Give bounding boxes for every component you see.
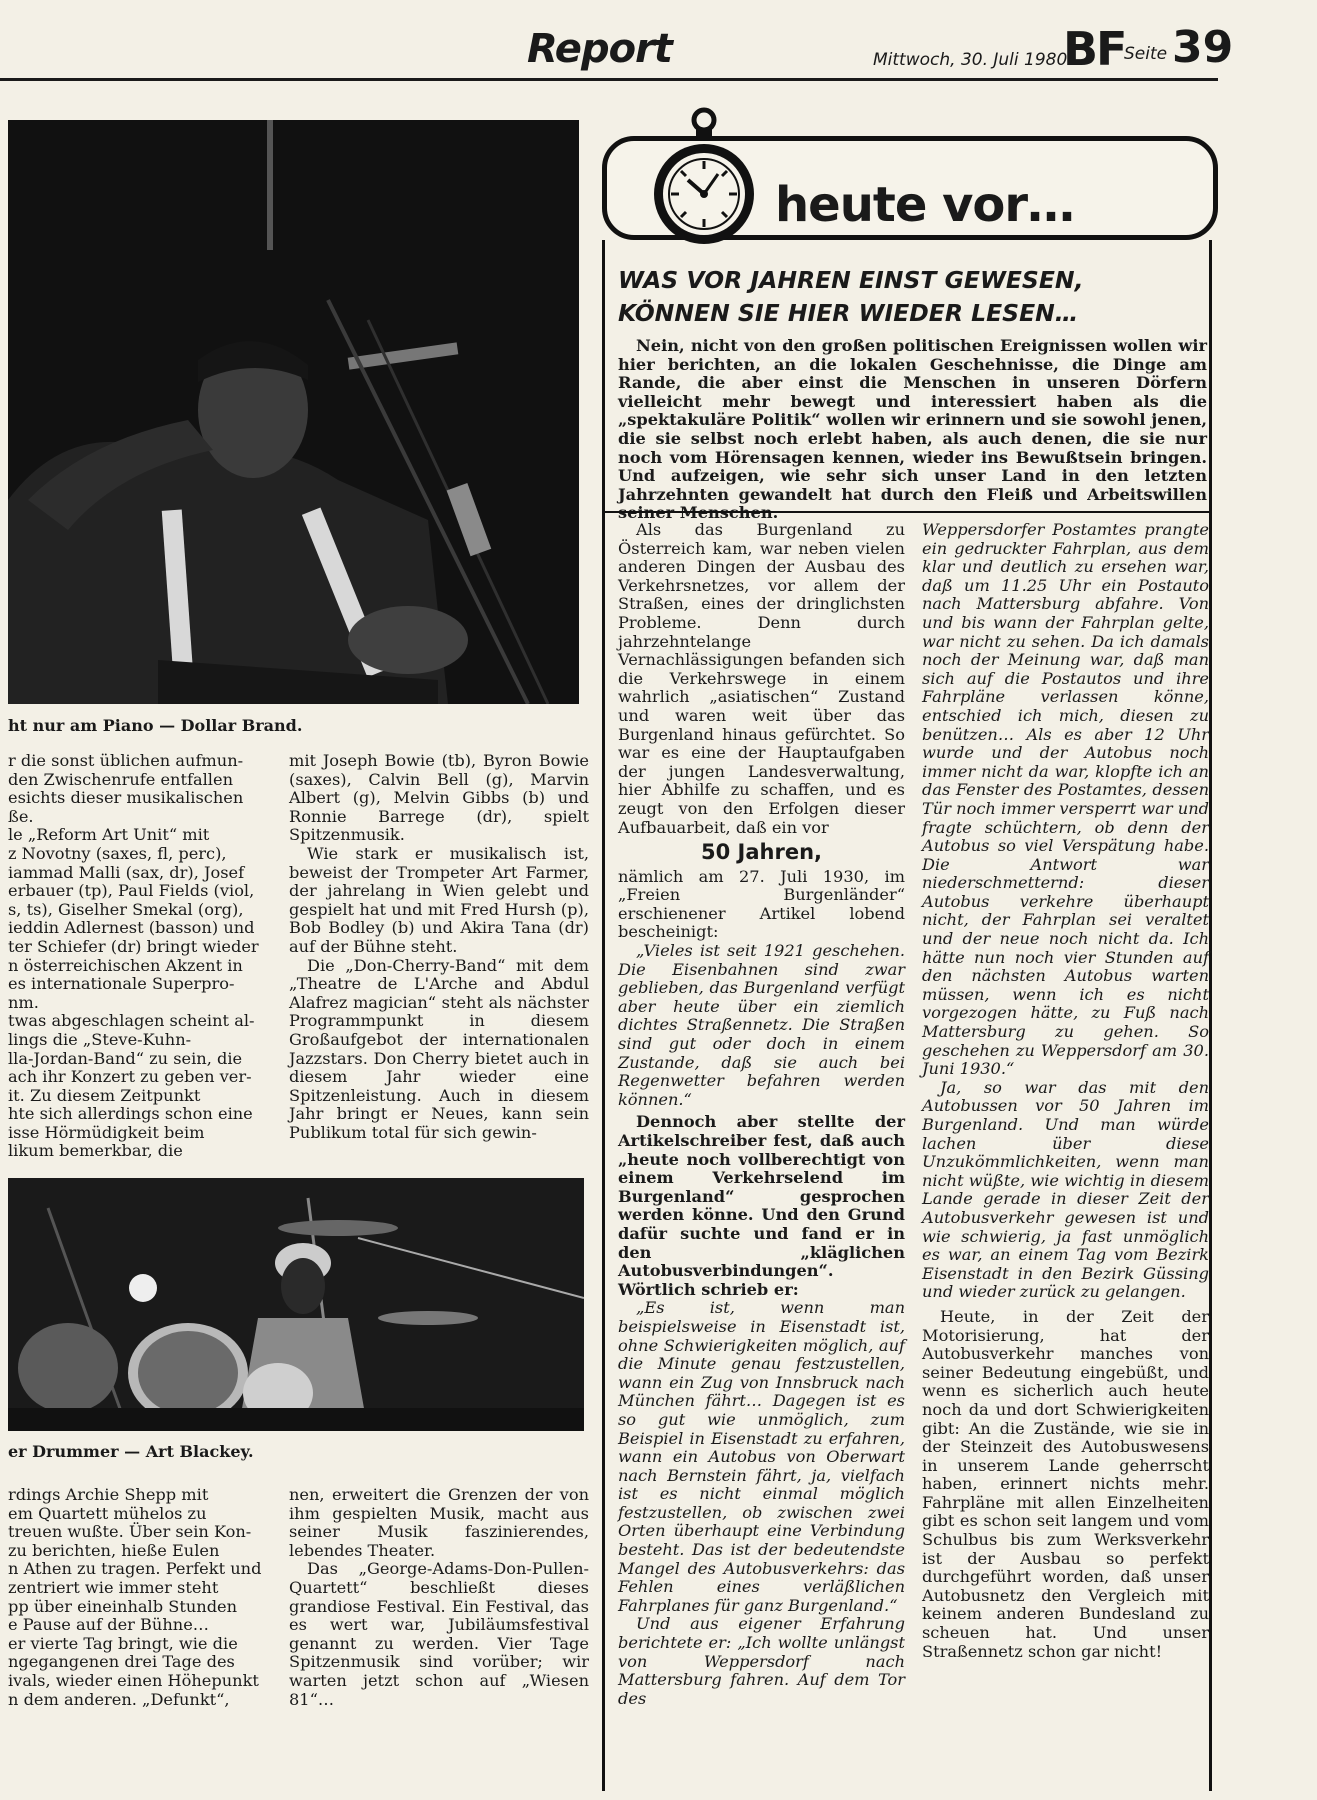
heute-vor-title: heute vor…: [775, 177, 1075, 233]
text-line: s, ts), Giselher Smekal (org),: [8, 899, 244, 919]
jazz-article-col1-bottom: [8, 1486, 273, 1709]
text-line: ach ihr Konzert zu geben ver-: [8, 1067, 252, 1087]
paragraph: Wie stark er musikalisch ist, beweist der Trompeter Art Farmer, der jahrelang in Wien gelebt und gespielt hat und mit Fred Hursh (p), Bob Bodley (b) und Akira Tana (dr) auf der Bühne steht.: [289, 843, 589, 956]
intro-paragraph: Nein, nicht von den großen politischen Ereignissen wollen wir hier berichten, an die lokalen Geschehnisse, die Dinge am Rande, die aber einst die Menschen in unseren Dörfern vielleicht mehr bewegt und interessiert haben als die „spektakuläre Politik“ wollen wir erinnern und sie sowohl jenen, die sie selbst noch erlebt haben, als auch denen, die sie nur noch vom Hörensagen kennen, wieder ins Bewußtsein bringen. Und aufzeigen, wie sehr sich unser Land in den letzten Jahrzehnten gewandelt hat durch den Fleiß und Arbeitswillen: [618, 336, 1207, 504]
heute-vor-col-a: [618, 521, 905, 1708]
text-line: ivals, wieder einen Höhepunkt: [8, 1670, 259, 1690]
photo-art-blackey: [8, 1178, 584, 1431]
intro-divider: [602, 511, 1212, 513]
text-line: it. Zu diesem Zeitpunkt: [8, 1085, 201, 1105]
page-number: 39: [1172, 22, 1234, 73]
paragraph: Die „Don-Cherry-Band“ mit dem „Theatre de L'Arche and Abdul Alafrez magician“ steht als nächster Programmpunkt in diesem Großaufgebot der internationalen Jazzstars. Don Cherry bietet auch in diesem Jahr wieder eine Spitzenleistung. Auch in diesem Jahr bringt er Neues, kann sein Publikum total für sich gewin-: [289, 955, 589, 1142]
text-line: z Novotny (saxes, fl, perc),: [8, 843, 227, 863]
paragraph: mit Joseph Bowie (tb), Byron Bowie (saxes), Calvin Bell (g), Marvin Albert (g), Melvin Gibbs (b) und Ronnie Barrege (dr), spielt Spitzenmusik.: [289, 751, 589, 845]
issue-date: Mittwoch, 30. Juli 1980: [873, 50, 1068, 70]
paragraph: Ja, so war das mit den Autobussen vor 50 Jahren im Burgenland. Und man würde lachen über diese Unzukömmlichkeiten, wenn man nicht wüßte, wie wichtig in diesem Lande gerade in dieser Zeit der Autobusverkehr gewesen ist und wie schwierig, ja fast unmöglich es war, an einem Tag vom Bezirk Eisenstadt in den Bezirk Güssing und wieder zurück zu gelangen.: [922, 1077, 1209, 1302]
text-line: treuen wußte. Über sein Kon-: [8, 1522, 252, 1542]
newspaper-logo: BF: [1063, 22, 1126, 76]
quote-paragraph: Weppersdorfer Postamtes prangte ein gedruckter Fahrplan, aus dem klar und deutlich zu ersehen war, daß um 11.25 Uhr ein Postauto nach Mattersburg abfahre. Von und bis wann der Fahrplan gelte, war nicht zu sehen. Da ich damals noch der Meinung war, daß man sich auf die Postautos und ihre Fahrpläne verlassen könne, entschied ich mich, diesen zu benützen… Als es aber 12 Uhr wurde und der Autobus noch immer nicht da war, klopfte ich an das Fenster des Postamtes, dessen Tür noch immer versperrt war und fragte schüchtern, ob denn der Autobus so viel Verspätung habe. Die Antwort war niederschmetternd: dieser Autobus verkehre überhaupt nicht, der Fahrplan sei veraltet und der neue noch nicht da. Ich hätte nun noch vier Stunden auf den nächsten Autobus warten müssen, wenn ich es nicht vorgezogen hätte, zu Fuß nach Mattersburg zu gehen. So geschehen zu Weppersdorf am 30. Juni 1930.“: [922, 520, 1209, 1079]
text-line: esichts dieser musikalischen: [8, 788, 244, 808]
page-label: Seite: [1124, 44, 1168, 64]
text-line: e Pause auf der Bühne…: [8, 1615, 209, 1635]
paragraph: Das „George-Adams-Don-Pullen-Quartett“ beschließt dieses grandiose Festival. Ein Festival, das es wert war, Jubiläumsfestival genannt zu werden. Vier Tage Spitzenmusik sind vorüber; wir warten jetzt schon auf „Wiesen 81“…: [289, 1559, 589, 1709]
text-line: zentriert wie immer steht: [8, 1577, 219, 1597]
text-line: le „Reform Art Unit“ mit: [8, 825, 210, 845]
text-line: es internationale Superpro-: [8, 974, 235, 994]
quote-paragraph: „Es ist, wenn man beispielsweise in Eisenstadt ist, ohne Schwierigkeiten möglich, auf die Minute genau festzustellen, wann ein Zug von Innsbruck nach München fährt… Dagegen ist es so gut wie unmöglich, zum Beispiel in Eisenstadt zu erfahren, wann ein Autobus von Oberwart nach Bernstein fährt, ja, vielfach ist es nicht einmal möglich festzustellen, ob zwischen zwei Orten überhaupt eine Verbindung besteht. Das ist der bedeutendste Mangel des Autobusverkehrs: das Fehlen eines verläßlichen Fahrplanes für ganz Burgenland.“: [618, 1298, 905, 1615]
quote-paragraph: „Vieles ist seit 1921 geschehen. Die Eisenbahnen sind zwar geblieben, das Burgenland verfügt aber heute über ein ziemlich dichtes Straßennetz. Die Straßen sind gut oder doch in einem Zustande, daß sie auch bei Regenwetter befahren werden können.“: [618, 941, 905, 1109]
photo-dollar-brand-image: [8, 120, 579, 704]
text-line: iammad Malli (sax, dr), Josef: [8, 862, 245, 882]
pocket-watch-icon: [648, 106, 760, 250]
text-line: ße.: [8, 806, 34, 826]
headline-line: KÖNNEN SIE HIER WIEDER LESEN…: [618, 299, 1079, 327]
text-line: zu berichten, hieße Eulen: [8, 1540, 220, 1560]
text-line: rdings Archie Shepp mit: [8, 1485, 209, 1504]
jazz-article-col2-top: [289, 752, 589, 1142]
photo-caption-art-blackey: er Drummer — Art Blackey.: [8, 1442, 254, 1461]
bold-paragraph: Dennoch aber stellte der Artikelschreiber fest, daß auch „heute noch vollberechtigt von einem Verkehrselend im Burgenland“ gesprochen werden könne. Und den Grund dafür suchte und fand er in den „kläglichen Autobusverbindungen“. Wörtlich schrieb er:: [618, 1112, 905, 1299]
text-line: erbauer (tp), Paul Fields (viol,: [8, 881, 255, 901]
text-line: twas abgeschlagen scheint al-: [8, 1011, 255, 1031]
text-line: lings die „Steve-Kuhn-: [8, 1029, 192, 1049]
text-line: ngegangenen drei Tage des: [8, 1652, 235, 1672]
headline-line: WAS VOR JAHREN EINST GEWESEN,: [618, 266, 1084, 294]
text-line: em Quartett mühelos zu: [8, 1503, 207, 1523]
paragraph: Als das Burgenland zu Österreich kam, war neben vielen anderen Dingen der Ausbau des Verkehrsnetzes, vor allem der Straßen, eines der dringlichsten Probleme. Denn durch jahrzehntelange Vernachlässigungen befanden sich die Verkehrswege in einem wahrlich „asiatischen“ Zustand und waren weit über das Burgenland hinaus gefürchtet. So war es eine der Hauptaufgaben der jungen Landesverwaltung, hier Abhilfe zu schaffen, und es zeugt von den Erfolgen dieser Aufbauarbeit, daß ein vor: [618, 520, 905, 837]
paragraph: Heute, in der Zeit der Motorisierung, hat der Autobusverkehr manches von seiner Bedeutung eingebüßt, und wenn es sicherlich auch heute noch da und dort Schwierigkeiten gibt: An die Zustände, wie sie in der Steinzeit des Autobuswesens in unserem Lande geherrscht haben, erinnert nichts mehr. Fahrpläne mit allen Einzelheiten gibt es schon seit langem und vom Schulbus bis zum Werksverkehr ist der Ausbau so perfekt durchgeführt worden, daß unser Autobusnetz den Vergleich mit keinem anderen Bundesland zu scheuen hat. Und unser Straßennetz schon gar nicht!: [922, 1306, 1209, 1661]
text-line: n Athen zu tragen. Perfekt und: [8, 1559, 262, 1579]
heute-vor-intro: [618, 337, 1207, 523]
text-line: pp über eineinhalb Stunden: [8, 1596, 238, 1616]
text-line: n österreichischen Akzent in: [8, 955, 243, 975]
text-line: er vierte Tag bringt, wie die: [8, 1633, 238, 1653]
text-line: likum bemerkbar, die: [8, 1141, 183, 1161]
text-line: isse Hörmüdigkeit beim: [8, 1122, 205, 1142]
jazz-article-col1-top: [8, 752, 268, 1161]
paragraph: nen, erweitert die Grenzen der von ihm gespielten Musik, macht aus seiner Musik faszinierendes, lebendes Theater.: [289, 1485, 589, 1560]
text-line: ieddin Adlernest (basson) und: [8, 918, 255, 938]
jazz-article-col2-bottom: [289, 1486, 589, 1709]
quote-paragraph: Und aus eigener Erfahrung berichtete er: „Ich wollte unlängst von Weppersdorf nach Mattersburg fahren. Auf dem Tor des: [618, 1614, 905, 1708]
photo-caption-dollar-brand: ht nur am Piano — Dollar Brand.: [8, 716, 303, 735]
paragraph: nämlich am 27. Juli 1930, im „Freien Burgenländer“ erschienener Artikel lobend bescheinigt:: [618, 866, 905, 942]
page-header: [0, 0, 1234, 80]
text-line: den Zwischenrufe entfallen: [8, 769, 233, 789]
subheading-years: 50 Jahren,: [701, 840, 822, 865]
text-line: lla-Jordan-Band“ zu sein, die: [8, 1048, 243, 1068]
text-line: nm.: [8, 992, 39, 1012]
photo-art-blackey-image: [8, 1178, 584, 1431]
text-line: ter Schiefer (dr) bringt wieder: [8, 936, 259, 956]
header-rule: [0, 78, 1218, 81]
heute-vor-headline: [618, 264, 1198, 330]
section-title: Report: [527, 26, 672, 72]
text-line: r die sonst üblichen aufmun-: [8, 751, 244, 770]
text-line: n dem anderen. „Defunkt“,: [8, 1689, 230, 1709]
photo-dollar-brand: [8, 120, 579, 704]
heute-vor-col-b: [922, 521, 1209, 1661]
text-line: hte sich allerdings schon eine: [8, 1104, 253, 1124]
